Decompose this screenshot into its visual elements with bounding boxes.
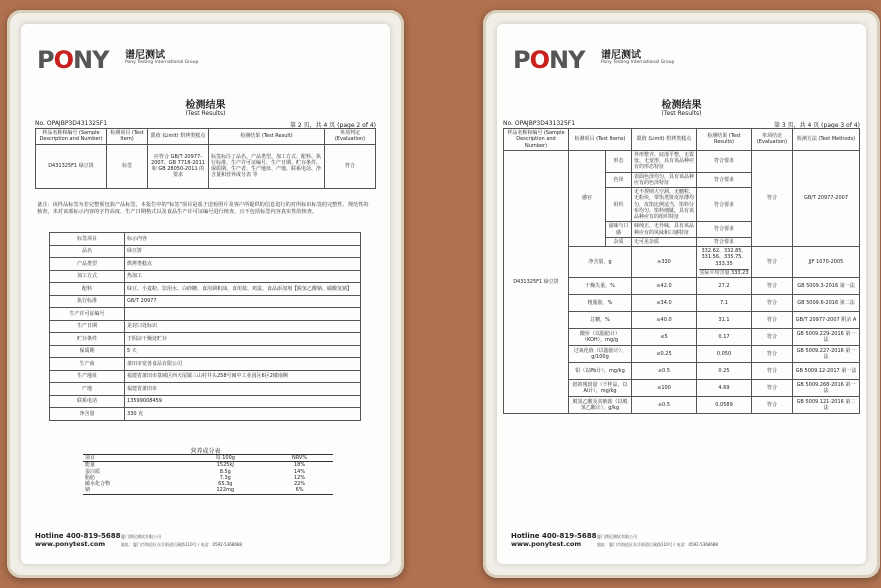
eval-cell: 符合 [325,144,376,188]
sensory-limit: 外形整齐，底部平整，无霉变、无变形，具有该品种应有的形态特征 [632,150,697,172]
label-row [50,270,361,283]
limit-cell: 应符合 GB/T 20977-2007、GB 7718-2011 和 GB 28050-2011 的要求 [148,144,209,188]
label-row [50,370,361,383]
nutrition-row [83,487,333,494]
test-item: 过氧化值（以脂肪计），g/100g [569,346,632,363]
net-average [699,269,749,276]
test-item: 总糖，% [569,312,632,329]
test-limit: ≤34.0 [632,295,697,312]
label-row [50,358,361,371]
logo-text: PONY [37,46,109,74]
label-row [50,383,361,396]
test-limit: ≥330 [632,247,697,278]
test-result: 4.69 [697,380,752,397]
result-cell: 标签标注了品名、产品类型、加工方式、配料、执行标准、生产许可证编号、生产日期、贮存条件、保质期、生产者、生产地址、产地、联系电话、净含量和营养成分表 等 [209,144,325,188]
pony-logo [513,46,675,76]
label-value [125,308,361,321]
test-result: 31.1 [697,312,752,329]
net-average-label: 实际平均含量 [699,269,730,276]
remark-note: 备注：该样品标签为非完整预包装产品标签，本报告中的"标签"项目是基于送检照片及客户所提供的信息进行的对所标识标签的完整性、规范性的核查，未对该部标示内容的字符高度、生产日期格式以及食品生产许可证编号进行核查，且不包括标签内容真实性的核查。 [37,202,369,216]
page-subtitle: (Test Results) [661,110,702,117]
label-key: 标签项目 [50,233,125,246]
test-result [697,247,752,278]
footer [35,532,376,548]
sensory-row [504,150,860,172]
test-method: GB 5009.268-2016 第一法 [793,380,860,397]
test-item: 干燥失重，% [569,278,632,295]
label-value: 绿豆、小麦粉、饮用水、白砂糖、食用调和油、食用盐、鸡蛋、食品添加剂【脱氢乙酸钠、碳酸氢钠】 [125,283,361,296]
test-limit: ≤5 [632,329,697,346]
label-key: 联系电话 [50,395,125,408]
net-values: 332.62、332.85、331.56、335.75、333.35 [701,248,747,267]
nutrition-cell: 8.5g [219,468,231,475]
test-eval: 符合 [752,363,793,380]
header-cell: 限值 (Limit) 烘烤类糕点 [632,129,697,151]
test-result: 27.2 [697,278,752,295]
nutrition-cell: NRV% [291,455,308,461]
label-key: 保质期 [50,345,125,358]
nutrition-row [83,462,333,469]
pony-logo [37,46,199,76]
test-method: GB 5009.227-2016 第一法 [793,346,860,363]
label-key: 执行标准 [50,295,125,308]
sample-cell: D431325F1 绿豆饼 [36,144,107,188]
label-value: 绿豆饼 [125,245,361,258]
nutrition-cell: 22% [293,481,306,487]
left-report-frame [7,10,404,578]
nutrition-cell: 蛋白质 [85,468,101,475]
label-check-table [35,128,376,189]
nutrition-cell: 钠 [85,487,91,494]
label-row [50,233,361,246]
header-cell: 检测结果 (Test Results) [697,129,752,151]
header-cell: 单项结论 (Evaluation) [752,129,793,151]
sensory-item: 杂质 [606,237,632,246]
header-cell: 检测项目 (Test Items) [569,129,632,151]
right-report-frame [483,10,880,578]
nutrition-cell: 12% [293,474,306,481]
test-results-table [503,128,860,414]
logo-cn: 谱尼测试 [601,50,641,61]
label-row [50,295,361,308]
nutrition-cell: 脂肪 [85,474,96,481]
sensory-limit: 无可见杂质 [632,237,697,246]
test-method: JJF 1070-2005 [793,247,860,278]
sensory-method: GB/T 20977-2007 [793,150,860,246]
nutrition-cell: 能量 [85,462,96,469]
nutrition-row [83,455,333,462]
sample-cell: D431325F1 绿豆饼 [504,150,569,413]
sensory-limit: 无不规则大空洞，无糖粒、无粉块，带馅类饼皮厚薄均匀，皮馅比例适当，馅料分布均匀，馅料细腻，具有该品种应有的组织特征 [632,188,697,222]
label-value: 330 克 [125,408,361,421]
test-method: GB 5009.6-2016 第二法 [793,295,860,312]
test-item: 铅（以Pb计），mg/kg [569,363,632,380]
label-row [50,333,361,346]
test-item: 粗脂肪，% [569,295,632,312]
test-result: 0.25 [697,363,752,380]
sensory-group: 感官 [569,150,606,246]
nutrition-cell: 每 100g [215,455,235,461]
test-method: GB 5009.229-2016 第一法 [793,329,860,346]
hotline: Hotline 400-819-5688 [511,532,597,540]
test-limit: ≤100 [632,380,697,397]
test-result: 0.0589 [697,397,752,414]
label-content-table [49,232,361,421]
label-value: 于阴凉干燥处贮存 [125,333,361,346]
company-address: 地址：厦门市海沧区东孚街道后溪路110号 / 电话：0592-5368688 [597,542,718,547]
left-report-page [21,24,390,564]
header-cell: 检测方法 (Test Methods) [793,129,860,151]
report-number: No. OPAJBP3D431325F1 [503,120,576,127]
test-method: GB 5009.3-2016 第一法 [793,278,860,295]
label-row [50,283,361,296]
label-row [50,408,361,421]
label-row [50,345,361,358]
test-method: GB/T 20977-2007 附录 A [793,312,860,329]
label-key: 产地 [50,383,125,396]
label-value: GB/T 20977 [125,295,361,308]
company-name: 厦门谱尼测试有限公司 [121,534,161,539]
report-number: No. OPAJBP3D431325F1 [35,120,108,127]
logo-en: Pony Testing International Group [601,60,675,65]
website: www.ponytest.com [511,540,582,548]
test-item: 净含量，g [569,247,632,278]
test-eval: 符合 [752,247,793,278]
test-eval: 符合 [752,312,793,329]
label-value: 莆田市宽善食品有限公司 [125,358,361,371]
net-average-value: 333.23 [731,269,749,276]
sensory-result: 符合要求 [697,222,752,238]
nutrition-cell: 14% [293,468,306,475]
label-key: 生产地址 [50,370,125,383]
test-limit: ≤0.5 [632,363,697,380]
test-item: 脱氢乙酸及其钠盐（以脱氢乙酸计），g/kg [569,397,632,414]
label-value: 热加工 [125,270,361,283]
company-name: 厦门谱尼测试有限公司 [597,534,637,539]
label-key: 生产日期 [50,320,125,333]
nutrition-cell: 7.3g [219,474,231,481]
page-title: 检测结果 [185,100,226,111]
label-key: 品名 [50,245,125,258]
test-limit: ≤0.25 [632,346,697,363]
test-method: GB 5009.12-2017 第一法 [793,363,860,380]
header-cell: 样品名称和编号 (Sample Description and Number) [504,129,569,151]
page-subtitle: (Test Results) [185,110,226,117]
nutrition-cell: 1525kJ [216,462,234,469]
page-number: 第 2 页，共 4 页 (page 2 of 4) [290,122,376,129]
test-eval: 符合 [752,295,793,312]
hotline: Hotline 400-819-5688 [35,532,121,540]
sensory-result: 符合要求 [697,150,752,172]
sensory-limit: 表面色泽均匀，具有该品种应有的色泽特征 [632,172,697,188]
item-cell: 标签 [107,144,148,188]
label-value: 福建省莆田市 [125,383,361,396]
test-eval: 符合 [752,329,793,346]
page-title: 检测结果 [661,100,702,111]
test-result: 7.1 [697,295,752,312]
test-item: 铝的残留量（干样品，以Al计），mg/kg [569,380,632,397]
label-value: 烘烤类糕点 [125,258,361,271]
label-key: 生产许可证编号 [50,308,125,321]
logo-text: PONY [513,46,585,74]
test-eval: 符合 [752,397,793,414]
test-eval: 符合 [752,278,793,295]
page-number: 第 3 页，共 4 页 (page 3 of 4) [774,122,860,129]
label-row [50,395,361,408]
col-limit: 限值 (Limit) 烘烤类糕点 [148,129,209,145]
nutrition-cell: 65.3g [218,481,233,487]
sensory-item: 滋味与口感 [606,222,632,238]
label-key: 生产商 [50,358,125,371]
sensory-eval: 符合 [752,150,793,246]
label-key: 净含量 [50,408,125,421]
nutrition-table [83,454,333,495]
nutrition-cell: 项目 [85,455,96,461]
nutrition-cell: 6% [295,487,304,494]
test-limit: ≤40.0 [632,312,697,329]
label-key: 贮存条件 [50,333,125,346]
logo-en: Pony Testing International Group [125,60,199,65]
nutrition-cell: 碳水化合物 [85,481,111,487]
sensory-result: 符合要求 [697,172,752,188]
test-method: GB 5009.121-2016 第二法 [793,397,860,414]
sensory-item: 组织 [606,188,632,222]
sensory-item: 色泽 [606,172,632,188]
label-row [50,258,361,271]
nutrition-cell: 18% [293,462,306,469]
test-result: 0.17 [697,329,752,346]
sensory-result: 符合要求 [697,188,752,222]
sensory-item: 形态 [606,150,632,172]
nutrition-cell: 122mg [216,487,235,494]
footer [511,532,852,548]
right-report-page [497,24,866,564]
label-value: 标示内容 [125,233,361,246]
test-limit: ≤42.0 [632,278,697,295]
test-result: 0.050 [697,346,752,363]
sensory-limit: 味纯正，无异味，具有该品种应有的风味和口感特征 [632,222,697,238]
sensory-result: 符合要求 [697,237,752,246]
test-limit: ≤0.5 [632,397,697,414]
label-key: 配料 [50,283,125,296]
label-key: 加工方式 [50,270,125,283]
nutrition-title: 营养成分表 [190,448,221,455]
test-item: 酸价（以脂肪计）（KOH），mg/g [569,329,632,346]
label-row [50,245,361,258]
label-row [50,308,361,321]
label-value: 见封口处标识 [125,320,361,333]
logo-cn: 谱尼测试 [125,50,165,61]
col-eval: 单项判定 (Evaluation) [325,129,376,145]
header-row [504,129,860,151]
col-result: 检测结果 (Test Result) [209,129,325,145]
col-item: 检测项目 (Test Item) [107,129,148,145]
company-address: 地址：厦门市海沧区东孚街道后溪路110号 / 电话：0592-5368688 [121,542,242,547]
website: www.ponytest.com [35,540,106,548]
label-value: 5 天 [125,345,361,358]
label-key: 产品类型 [50,258,125,271]
label-row [50,320,361,333]
test-eval: 符合 [752,380,793,397]
col-sample: 样品名称和编号 (Sample Description and Number) [36,129,107,145]
label-value: 福建省莆田市荔城区西天尾镇三山村井头258号闽中工业园区6区2楼南侧 [125,370,361,383]
test-eval: 符合 [752,346,793,363]
label-value: 13599008459 [125,395,361,408]
